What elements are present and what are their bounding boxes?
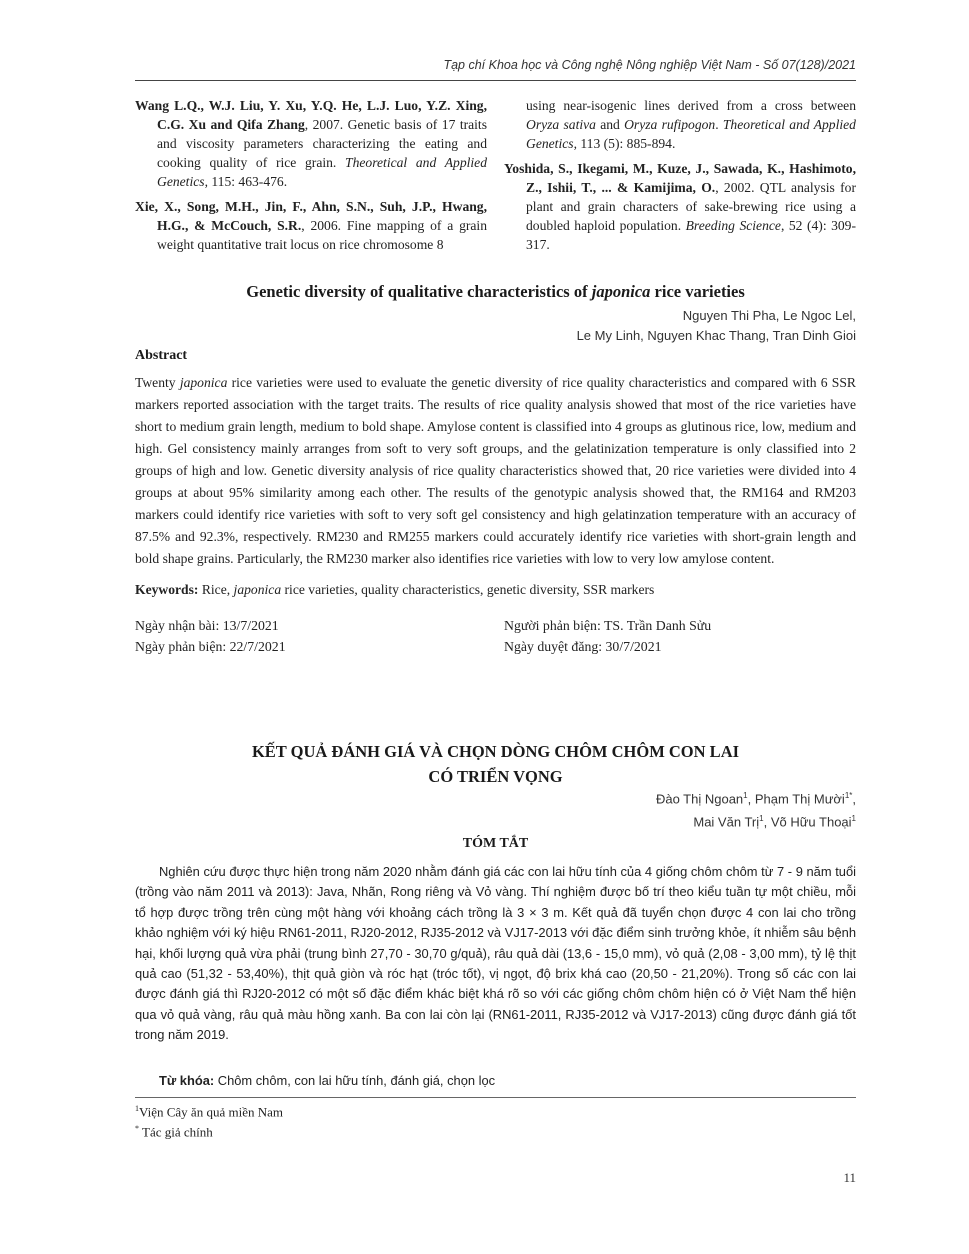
affiliation-mark: 1 xyxy=(743,791,748,800)
authors-line xyxy=(135,786,856,809)
author-name: Võ Hữu Thoại xyxy=(770,814,852,830)
author-name: Phạm Thị Mười xyxy=(754,791,845,807)
vietnamese-authors xyxy=(135,786,856,833)
reference-tail: , 113 (5): 885-894. xyxy=(573,136,676,151)
abstract-text: Twenty xyxy=(135,375,180,390)
authors-line xyxy=(135,809,856,832)
author-separator: , xyxy=(852,791,856,807)
english-keywords xyxy=(135,582,856,598)
title-italic: japonica xyxy=(591,282,651,301)
footnote-affiliation xyxy=(135,1104,283,1120)
dates-right xyxy=(504,615,711,657)
author-separator: , xyxy=(763,814,771,830)
affiliation-mark: 1 xyxy=(851,814,856,824)
affiliation-mark: 1* xyxy=(844,791,853,800)
reference-continuation xyxy=(504,96,856,153)
keywords-text: rice varieties, quality characteristics, genetic diversity, SSR markers xyxy=(281,582,655,597)
footnote-text: Viện Cây ăn quả miền Nam xyxy=(139,1104,283,1120)
reference-text: . xyxy=(715,117,723,132)
reference-text: and xyxy=(595,117,625,132)
keywords-label: Từ khóa: xyxy=(159,1073,215,1088)
reference-item xyxy=(135,96,487,191)
date-received: Ngày nhận bài: 13/7/2021 xyxy=(135,618,279,633)
reference-text: , 2006. Fine mapping of a grain weight quantitative trait locus on rice chromosome 8 xyxy=(157,218,487,252)
abstract-body xyxy=(135,372,856,570)
reference-text: , 2002. QTL analysis for plant and grain characters of sake-brewing rice using a doubled haploid population. xyxy=(526,180,856,233)
footnote-corresponding xyxy=(135,1124,213,1140)
reference-item xyxy=(504,159,856,254)
title-line: CÓ TRIỂN VỌNG xyxy=(428,767,563,786)
keywords-text: Chôm chôm, con lai hữu tính, đánh giá, chọn lọc xyxy=(214,1073,496,1088)
summary-body: Nghiên cứu được thực hiện trong năm 2020 nhằm đánh giá các con lai hữu tính của 4 giống chôm chôm từ 7 - 9 năm tuổi (trồng vào năm 2011 và 2013): Java, Nhãn, Rong riêng và Vỏ vàng. Thí nghiệm được bố trí theo kiểu tuần tự một chiều, mỗi tổ hợp được trồng trên cùng một hàng với khoảng cách trồng là 3 × 3 m. Kết quả đã tuyển chọn được 4 con lai cho trồng khảo nghiệm với ký hiệu RN61-2011, RJ20-2012, RJ35-2012 và VJ17-2013 với đặc điểm sinh trưởng khỏe, ít nhiễm sâu bệnh hại, khối lượng quả vừa phải (trung bình 27,70 - 30,70 g/quả), râu quả dài (13,6 - 15,0 mm), vỏ quả (2,08 - 3,00 mm), tỷ lệ thịt quả cao (51,32 - 53,40%), thịt quả giòn và róc hạt (tróc tốt), vị ngọt, độ brix khá cao (20,50 - 21,20%). Trong số các con lai được đánh giá thì RJ20-2012 có một số đặc điểm khác biệt khá rõ so với các giống chôm chôm hiện có ở Việt Nam thể hiện qua vỏ quả vàng, râu quả màu hồng xanh. Ba con lai còn lại (RN61-2011, RJ35-2012 và VJ17-2013) cũng được đánh giá tốt trong năm 2019. xyxy=(135,864,856,1043)
running-header: Tạp chí Khoa học và Công nghệ Nông nghiệp Việt Nam - Số 07(128)/2021 xyxy=(443,58,856,72)
reference-column-right xyxy=(504,96,856,260)
reference-text: using near-isogenic lines derived from a cross between xyxy=(526,98,856,113)
authors-line: Le My Linh, Nguyen Khac Thang, Tran Dinh Gioi xyxy=(576,328,856,343)
reference-text: , 2007. Genetic basis of 17 traits and viscosity parameters characterizing the eating and cooking quality of rice grain. xyxy=(157,117,487,170)
title-line: KẾT QUẢ ĐÁNH GIÁ VÀ CHỌN DÒNG CHÔM CHÔM CON LAI xyxy=(251,742,740,761)
reference-tail: , 115: 463-476. xyxy=(204,174,288,189)
vietnamese-keywords xyxy=(159,1073,856,1088)
abstract-heading: Abstract xyxy=(135,348,188,363)
reference-journal: Breeding Science xyxy=(685,218,781,233)
date-approved: Ngày duyệt đăng: 30/7/2021 xyxy=(504,639,662,654)
affiliation-mark: 1 xyxy=(759,814,764,824)
footnote-mark: 1 xyxy=(135,1104,139,1113)
reference-tail: , 52 (4): 309-317. xyxy=(526,218,857,252)
reference-column-left xyxy=(135,96,487,260)
reference-authors: Wang L.Q., W.J. Liu, Y. Xu, Y.Q. He, L.J. Luo, Y.Z. Xing, C.G. Xu and Qifa Zhang xyxy=(135,98,487,132)
english-article-title xyxy=(135,282,856,302)
title-text: rice varieties xyxy=(650,282,745,301)
reference-species: Oryza rufipogon xyxy=(624,117,716,132)
keywords-italic: japonica xyxy=(233,582,282,597)
abstract-italic: japonica xyxy=(179,375,228,390)
author-name: Đào Thị Ngoan xyxy=(655,791,744,807)
footnote-rule xyxy=(135,1097,856,1098)
title-text: Genetic diversity of qualitative characteristics of xyxy=(246,282,592,301)
author-name: Mai Văn Trị xyxy=(693,814,760,830)
vietnamese-article-title xyxy=(135,739,856,789)
reference-authors: Yoshida, S., Ikegami, M., Kuze, J., Sawada, K., Hashimoto, Z., Ishii, T., ... & Kamijima, O. xyxy=(504,161,856,195)
reference-journal: Theoretical and Applied Genetics xyxy=(526,117,856,151)
reference-journal: Theoretical and Applied Genetics xyxy=(157,155,488,189)
english-authors xyxy=(135,306,856,346)
keywords-text: Rice, xyxy=(198,582,234,597)
reviewer-name: Người phản biện: TS. Trần Danh Sửu xyxy=(504,618,712,633)
reference-species: Oryza sativa xyxy=(526,117,596,132)
abstract-text: rice varieties were used to evaluate the genetic diversity of rice quality characteristics and compared with 6 SSR markers reported association with the target traits. The results of rice quality analysis showed that most of the rice varieties have short to medium grain length, medium to bold shape. Amylose content is classified into 4 groups as glutinous rice, low, medium and high. Gel consistency mainly arranges from soft to very soft groups, and the gelatinization temperature is only classified into 2 groups of high and low. Genetic diversity analysis of rice quality characteristics showed that, 20 rice varieties were divided into 4 groups at about 95% similarity among each other. The results of the genotypic analysis showed that, the RM164 and RM203 markers could identify rice varieties with soft to very soft gel consistency and high gelatinzation temperature with an accuracy of 87.5% and 92.3%, respectively. RM230 and RM255 markers could accurately identify rice varieties with short-grain length and bold shape grains. Particularly, the RM230 marker also identifies rice varieties with low to very low amylose content. xyxy=(135,375,856,566)
keywords-label: Keywords: xyxy=(135,582,199,597)
authors-line: Nguyen Thi Pha, Le Ngoc Lel, xyxy=(682,308,856,323)
page-number: 11 xyxy=(843,1170,856,1185)
reference-item xyxy=(135,197,487,254)
date-reviewed: Ngày phản biện: 22/7/2021 xyxy=(135,639,286,654)
dates-left xyxy=(135,615,286,657)
footnote-mark: * xyxy=(135,1124,139,1133)
reference-authors: Xie, X., Song, M.H., Jin, F., Ahn, S.N., Suh, J.P., Hwang, H.G., & McCouch, S.R. xyxy=(135,199,487,233)
footnote-text: Tác giả chính xyxy=(139,1124,213,1140)
author-separator: , xyxy=(747,791,755,807)
summary-heading: TÓM TẮT xyxy=(462,836,529,851)
header-rule xyxy=(135,80,856,81)
